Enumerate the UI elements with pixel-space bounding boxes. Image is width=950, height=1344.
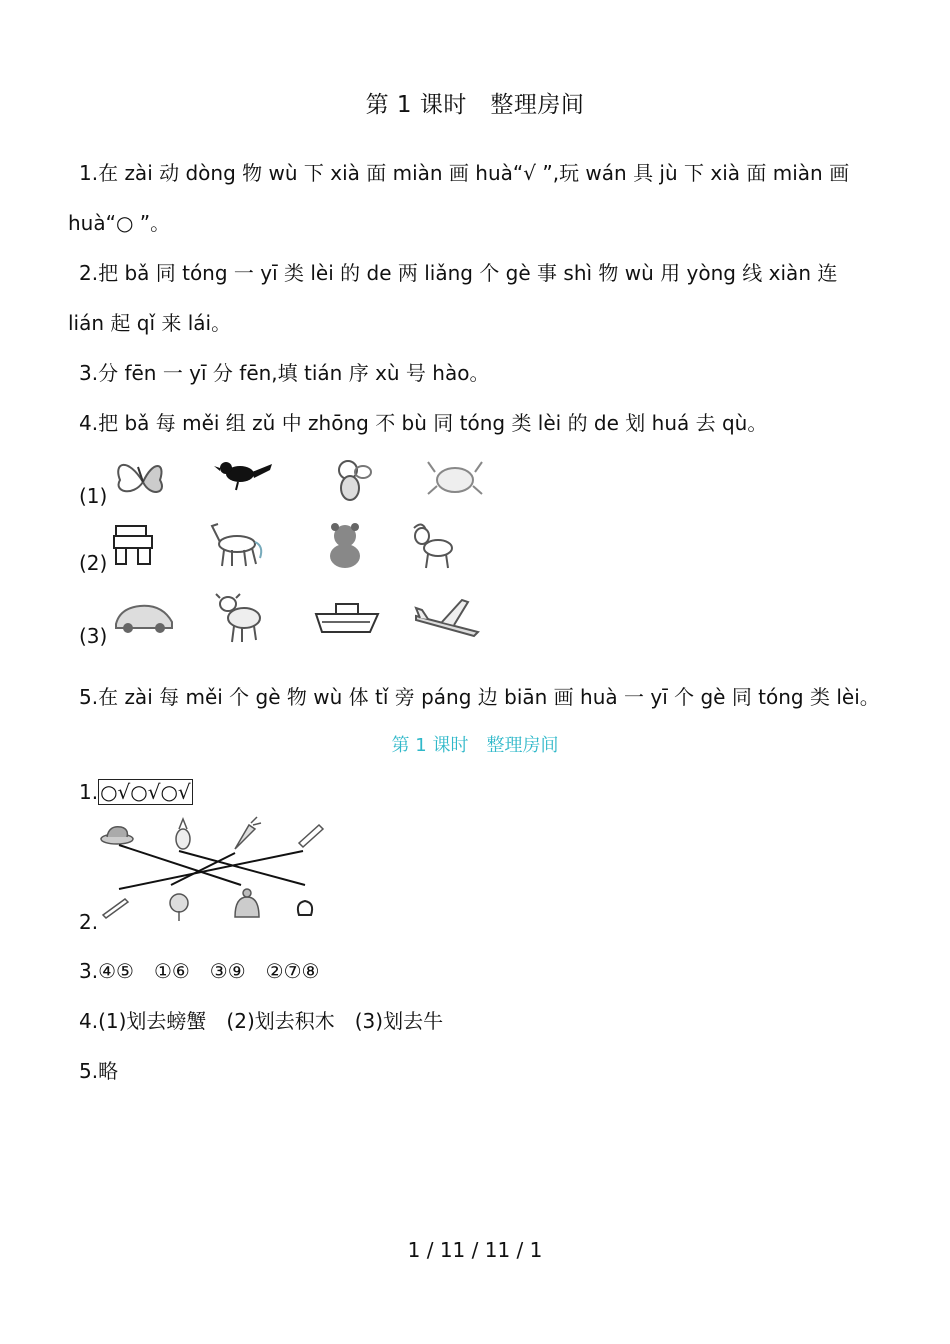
- question-1-line-2: huà“○ ”。: [68, 211, 171, 235]
- car-icon: [110, 590, 180, 645]
- peach-icon: [298, 901, 312, 915]
- answer-1-prefix: 1.: [79, 780, 99, 804]
- butterfly-icon: [108, 452, 178, 507]
- row-3-label: (3): [79, 624, 108, 648]
- question-5: 5.在 zài 每 měi 个 gè 物 wù 体 tǐ 旁 páng 边 biān 画 huà 一 yī 个 gè 同 tóng 类 lèi。: [79, 685, 880, 709]
- pineapple-icon: [176, 819, 190, 849]
- ship-icon: [312, 590, 382, 645]
- carrot-icon: [235, 817, 261, 849]
- horse-icon: [202, 518, 272, 573]
- row-2-label: (2): [79, 551, 108, 575]
- goat-icon: [402, 518, 472, 573]
- question-2-line-1: 2.把 bǎ 同 tóng 一 yī 类 lèi 的 de 两 liǎng 个 gè 事 shì 物 wù 用 yòng 线 xiàn 连: [79, 261, 838, 285]
- bear-icon: [310, 518, 380, 573]
- hat-icon: [101, 827, 133, 844]
- page-title: 第 1 课时 整理房间: [365, 92, 585, 118]
- bee-icon: [318, 452, 388, 507]
- cow-icon: [208, 590, 278, 645]
- question-4: 4.把 bǎ 每 měi 组 zǔ 中 zhōng 不 bù 同 tóng 类 lèi 的 de 划 huá 去 qù。: [79, 411, 768, 435]
- vegetable-icon: [170, 894, 188, 921]
- row-1-label: (1): [79, 484, 108, 508]
- crab-icon: [420, 452, 490, 507]
- answer-section-title: 第 1 课时 整理房间: [391, 735, 559, 756]
- pencil-icon: [299, 825, 323, 847]
- answer-3: 3.④⑤ ①⑥ ③⑨ ②⑦⑧: [79, 959, 320, 983]
- blocks-icon: [108, 518, 178, 573]
- page-number: 1 / 11 / 11 / 1: [407, 1238, 543, 1262]
- pen-icon: [103, 899, 128, 918]
- question-2-line-2: lián 起 qǐ 来 lái。: [68, 311, 232, 335]
- answer-1-boxed: ○√○√○√: [100, 780, 191, 804]
- knit-hat-icon: [235, 889, 259, 917]
- airplane-icon: [412, 590, 482, 645]
- answer-2: 2.: [79, 910, 99, 934]
- bird-icon: [210, 452, 280, 507]
- answer-1: [79, 780, 193, 804]
- matching-diagram: [95, 815, 335, 925]
- answer-4: 4.(1)划去螃蟹 (2)划去积木 (3)划去牛: [79, 1009, 444, 1033]
- question-3: 3.分 fēn 一 yī 分 fēn,填 tián 序 xù 号 hào。: [79, 361, 490, 385]
- answer-5: 5.略: [79, 1059, 119, 1083]
- question-1-line-1: 1.在 zài 动 dòng 物 wù 下 xià 面 miàn 画 huà“√ ”,玩 wán 具 jù 下 xià 面 miàn 画: [79, 161, 850, 185]
